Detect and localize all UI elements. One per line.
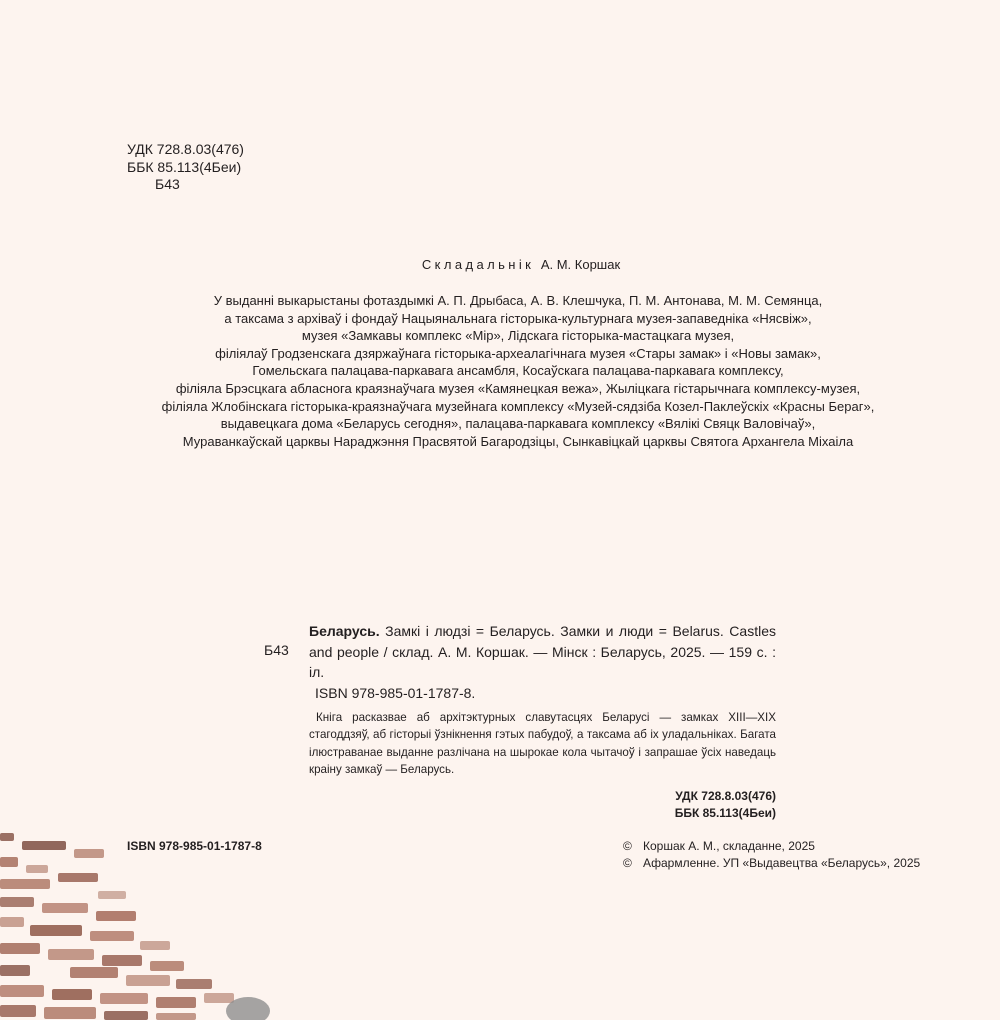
- photo-credits: [0, 292, 1000, 450]
- credits-line: а таксама з архіваў і фондаў Нацыянальнага гісторыка-культурнага музея-запаведніка «Нясвіж»,: [224, 310, 812, 326]
- credits-line: філіяла Жлобінскага гісторыка-краязнаўчага музейнага комплексу «Музей-сядзіба Козел-Паклеўскіх «Красны Бераг»,: [161, 398, 875, 414]
- card-bbk: ББК 85.113(4Беи): [674, 806, 776, 821]
- bibliographic-entry: [309, 621, 776, 683]
- catalog-card: [309, 621, 776, 822]
- isbn-bottom: ISBN 978-985-01-1787-8: [127, 839, 262, 853]
- classification-block: [127, 141, 244, 194]
- annotation: Кніга расказвае аб архітэктурных славутасцях Беларусі — замках XIII—XIX стагоддзяў, аб гісторыі ўзнікнення гэтых пабудоў, а таксама аб іх уладальніках. Багата ілюстраванае выданне разлічана на шырокае кола чытачоў і запрашае ўсіх наведаць краіну замкаў — Беларусь.: [309, 711, 776, 776]
- credits-line: філіялаў Гродзенскага дзяржаўнага гісторыка-археалагічнага музея «Стары замак» і «Новы замак»,: [215, 345, 821, 361]
- udk-code: УДК 728.8.03(476): [127, 141, 244, 157]
- compiler-name: А. М. Коршак: [540, 257, 621, 272]
- bibliographic-description: Замкі і людзі = Беларусь. Замки и люди = Belarus. Castles and people / склад. А. М. Коршак. — Мінск : Беларусь, 2025. — 159 с. : іл.: [309, 623, 776, 680]
- credits-line: У выданні выкарыстаны фотаздымкі А. П. Дрыбаса, А. В. Клешчука, П. М. Антонава, М. М. Семянца,: [213, 293, 823, 308]
- compiler-line: [0, 257, 1000, 272]
- book-title: Беларусь.: [309, 623, 380, 639]
- copyright-symbol: ©: [623, 856, 632, 870]
- copyright-text: Афармленне. УП «Выдавецтва «Беларусь», 2025: [643, 856, 921, 870]
- copyright-block: [623, 838, 920, 872]
- credits-line: музея «Замкавы комплекс «Мір», Лідскага гісторыка-мастацкага музея,: [301, 328, 735, 344]
- copyright-text: Коршак А. М., складанне, 2025: [643, 839, 815, 853]
- credits-line: выдавецкага дома «Беларусь сегодня», палацава-паркавага комплексу «Вялікі Свяцк Валовічаў»,: [220, 416, 816, 432]
- author-mark: Б43: [155, 176, 180, 192]
- card-udk: УДК 728.8.03(476): [675, 789, 776, 804]
- copyright-row: [623, 838, 920, 855]
- card-author-mark: Б43: [264, 642, 289, 658]
- copyright-symbol: ©: [623, 839, 632, 853]
- brick-wall-illustration: [0, 825, 270, 1020]
- credits-line: Гомельскага палацава-паркавага ансамбля, Косаўскага палацава-паркавага комплексу,: [252, 363, 784, 379]
- card-isbn: ISBN 978-985-01-1787-8.: [315, 684, 476, 701]
- card-codes: [309, 788, 776, 822]
- copyright-row: [623, 855, 920, 872]
- bbk-code: ББК 85.113(4Беи): [127, 158, 242, 175]
- credits-line: філіяла Брэсцкага абласнога краязнаўчага музея «Камянецкая вежа», Жыліцкага гістарычнага комплексу-музея,: [175, 380, 861, 396]
- credits-line: Мураванкаўскай царквы Нараджэння Прасвятой Багародзіцы, Сынкавіцкай царквы Святога Архангела Міхаіла: [182, 433, 854, 449]
- compiler-role: Складальнік: [421, 257, 535, 272]
